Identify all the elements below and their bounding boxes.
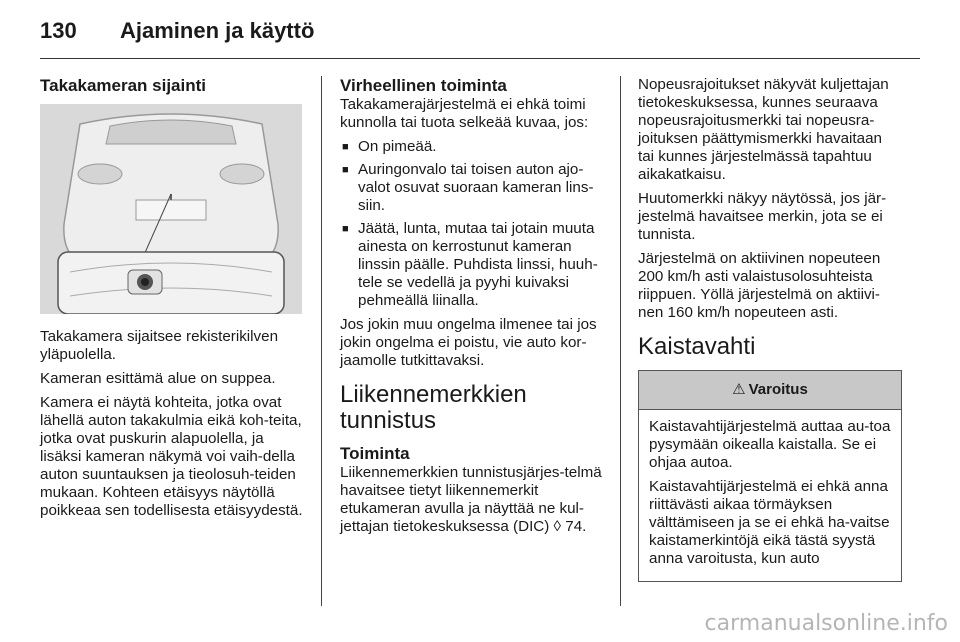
page-title: Ajaminen ja käyttö (120, 18, 315, 43)
warning-triangle-icon: ⚠ (732, 381, 746, 398)
column-divider (620, 76, 621, 606)
paragraph: Järjestelmä on aktiivinen nopeuteen 200 km/h asti valaistusolosuhteista riippuen. Yöllä järjestelmä on aktiivi-nen 160 km/h nopeuteen asti. (638, 250, 881, 321)
paragraph: Nopeusrajoitukset näkyvät kuljettajan tietokeskuksessa, kunnes seuraava nopeusrajoitusmerkki tai nopeusra-joituksen päättymismerkki havaitaan tai kunnes järjestelmässä tapahtuu aikakatkaisu. (638, 76, 889, 183)
page-number: 130 (40, 18, 77, 43)
paragraph: Jos jokin muu ongelma ilmenee tai jos jokin ongelma ei poistu, vie auto kor-jaamolle tutkittavaksi. (340, 316, 597, 369)
warning-header (639, 371, 901, 410)
paragraph: Kaistavahtijärjestelmä auttaa au-toa pysymään oikealla kaistalla. Se ei ohjaa autoa. (649, 418, 891, 471)
watermark: carmanualsonline.info (704, 611, 948, 636)
page-header (40, 14, 920, 59)
section-title-lane-assist: Kaistavahti (638, 333, 756, 360)
column-divider (321, 76, 322, 606)
section-heading-camera-location: Takakameran sijainti (40, 76, 206, 95)
paragraph: Kamera ei näytä kohteita, jotka ovat lähellä auton takakulmia eikä koh-teita, jotka ovat puskurin alapuolella, ja lisäksi kameran näkymä voi vaih-della auton suuntauksen ja tieolosuh-teiden mukaan. Kohteen etäisyys näytöllä poikkeaa sen todellisesta etäisyydestä. (40, 394, 303, 519)
section-title-sign-recognition: Liikennemerkkien tunnistus (340, 381, 527, 434)
section-heading-malfunction: Virheellinen toiminta (340, 76, 507, 95)
paragraph: Takakamerajärjestelmä ei ehkä toimi kunnolla tai tuota selkeää kuvaa, jos: (340, 96, 589, 131)
warning-title: Varoitus (748, 381, 808, 398)
paragraph: Takakamera sijaitsee rekisterikilven yläpuolella. (40, 328, 279, 363)
paragraph: Huutomerkki näkyy näytössä, jos jär-jestelmä havaitsee merkin, jota se ei tunnista. (638, 190, 887, 243)
bullet-list (340, 138, 604, 310)
rear-camera-illustration (40, 104, 302, 314)
paragraph: Kameran esittämä alue on suppea. (40, 370, 276, 387)
paragraph: Liikennemerkkien tunnistusjärjes-telmä havaitsee tietyt liikennemerkit etukameran avulla ja näyttää ne kul-jettajan tietokeskuksessa (DIC) ◊ 74. (340, 464, 602, 535)
list-item: ■ Jäätä, lunta, mutaa tai jotain muuta ainesta on kerrostunut kameran linssin päälle. Puhdista linssi, huuh-tele se vedellä ja pyyhi kuivaksi pehmeällä liinalla. (340, 220, 604, 310)
column-middle (340, 76, 604, 542)
column-right (638, 76, 902, 582)
sub-heading-function: Toiminta (340, 444, 410, 463)
list-item: ■ On pimeää. (340, 138, 604, 156)
list-item: ■ Auringonvalo tai toisen auton ajo-valot osuvat suoraan kameran lins-siin. (340, 161, 604, 215)
warning-body (639, 410, 901, 582)
warning-box (638, 370, 902, 582)
paragraph: Kaistavahtijärjestelmä ei ehkä anna riittävästi aikaa törmäyksen välttämiseen ja se ei ehkä ha-vaitse kaistamerkintöjä eikä tästä syystä anna varoitusta, kun auto (649, 478, 890, 567)
car-rear-drawing (40, 104, 302, 314)
column-left (40, 76, 304, 526)
